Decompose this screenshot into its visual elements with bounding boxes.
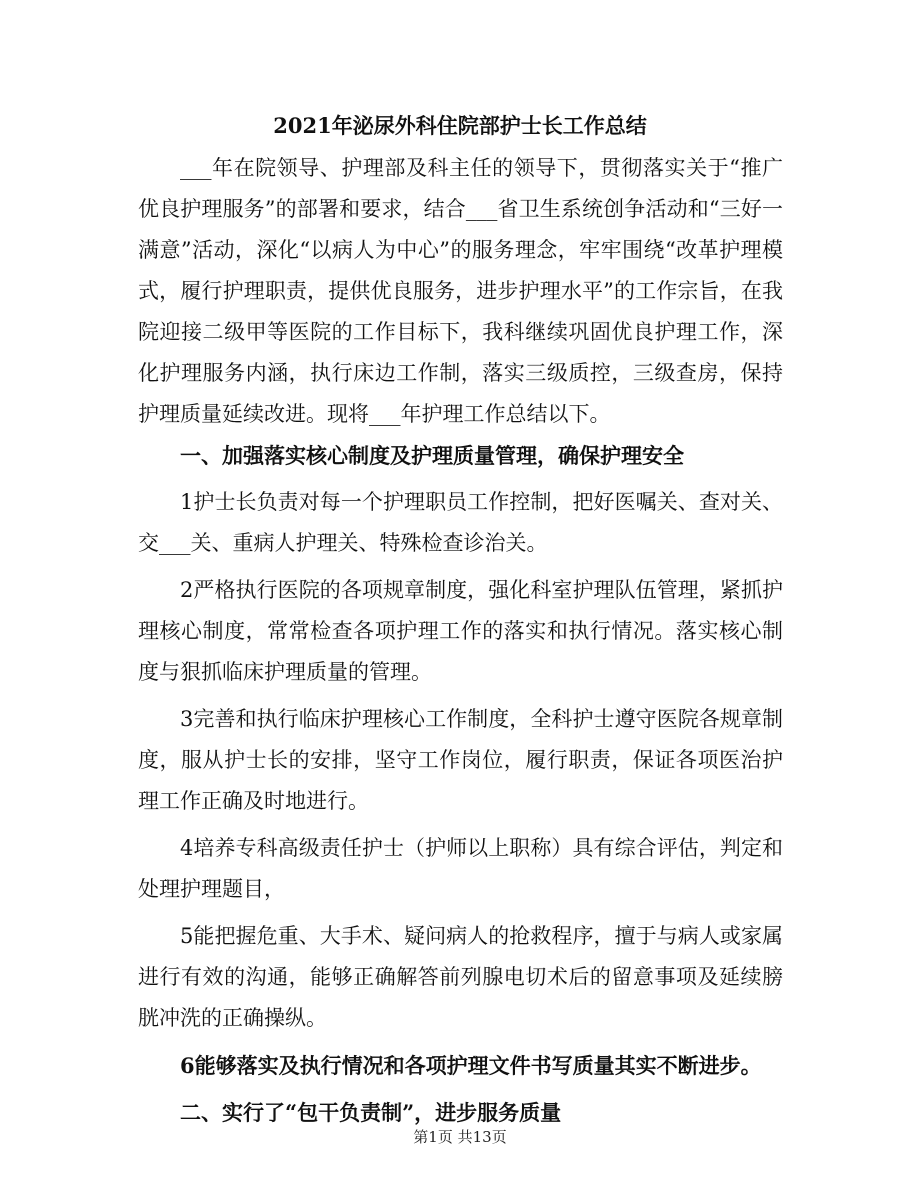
page-number-footer: 第1页 共13页	[413, 1128, 507, 1146]
section-heading-1: 一、加强落实核心制度及护理质量管理，确保护理安全	[180, 443, 684, 468]
list-item-3: 3完善和执行临床护理核心工作制度，全科护士遵守医院各规章制度，服从护士长的安排，坚守工作岗位，履行职责，保证各项医治护理工作正确及时地进行。	[138, 707, 783, 813]
document-body	[138, 148, 783, 1133]
section-heading-2: 二、实行了“包干负责制”，进步服务质量	[180, 1100, 562, 1125]
intro-paragraph: ___年在院领导、护理部及科主任的领导下，贯彻落实关于“推广优良护理服务”的部署和要求，结合___省卫生系统创争活动和“三好一满意”活动，深化“以病人为中心”的服务理念，牢牢围绕“改革护理模式，履行护理职责，提供优良服务，进步护理水平”的工作宗旨，在我院迎接二级甲等医院的工作目标下，我科继续巩固优良护理工作，深化护理服务内涵，执行床边工作制，落实三级质控，三级查房，保持护理质量延续改进。现将___年护理工作总结以下。	[138, 156, 783, 426]
list-item-1: 1护士长负责对每一个护理职员工作控制，把好医嘱关、查对关、交___关、重病人护理关、特殊检查诊治关。	[138, 490, 783, 555]
list-item-4: 4培养专科高级责任护士（护师以上职称）具有综合评估，判定和处理护理题目，	[138, 836, 783, 901]
list-item-2: 2严格执行医院的各项规章制度，强化科室护理队伍管理，紧抓护理核心制度，常常检查各项护理工作的落实和执行情况。落实核心制度与狠抓临床护理质量的管理。	[138, 578, 783, 684]
list-item-5: 5能把握危重、大手术、疑问病人的抢救程序，擅于与病人或家属进行有效的沟通，能够正确解答前列腺电切术后的留意事项及延续膀胱冲洗的正确操纵。	[138, 924, 783, 1030]
list-item-6: 6能够落实及执行情况和各项护理文件书写质量其实不断进步。	[180, 1053, 762, 1078]
document-title: 2021年泌尿外科住院部护士长工作总结	[273, 113, 647, 138]
